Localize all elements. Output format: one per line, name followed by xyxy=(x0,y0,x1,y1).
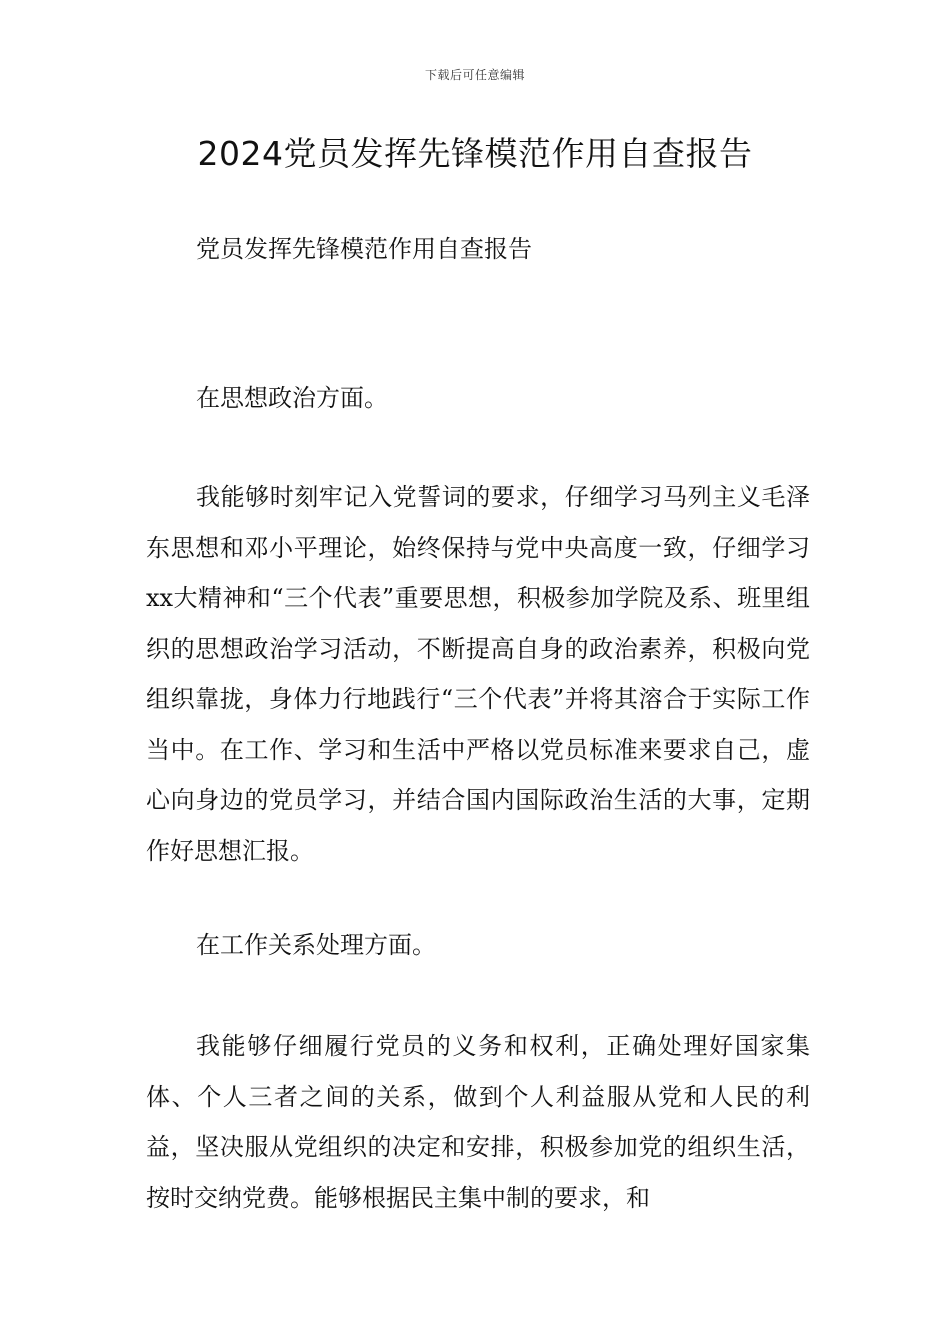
document-title: 2024党员发挥先锋模范作用自查报告 xyxy=(197,134,753,173)
document-subtitle: 党员发挥先锋模范作用自查报告 xyxy=(196,235,532,263)
section-paragraph-political: 我能够时刻牢记入党誓词的要求，仔细学习马列主义毛泽东思想和邓小平理论，始终保持与党中央高度一致，仔细学习xx大精神和“三个代表”重要思想，积极参加学院及系、班里组织的思想政治学习活动，不断提高自身的政治素养，积极向党组织靠拢，身体力行地践行“三个代表”并将其溶合于实际工作当中。在工作、学习和生活中严格以党员标准来要求自己，虚心向身边的党员学习，并结合国内国际政治生活的大事，定期作好思想汇报。 xyxy=(146,483,810,865)
section-paragraph-work-relations: 我能够仔细履行党员的义务和权利，正确处理好国家集体、个人三者之间的关系，做到个人利益服从党和人民的利益，坚决服从党组织的决定和安排，积极参加党的组织生活，按时交纳党费。能够根据民主集中制的要求，和 xyxy=(146,1032,810,1212)
section-heading-work-relations: 在工作关系处理方面。 xyxy=(196,931,436,959)
section-heading-political: 在思想政治方面。 xyxy=(196,384,388,412)
header-note: 下载后可任意编辑 xyxy=(424,68,525,82)
